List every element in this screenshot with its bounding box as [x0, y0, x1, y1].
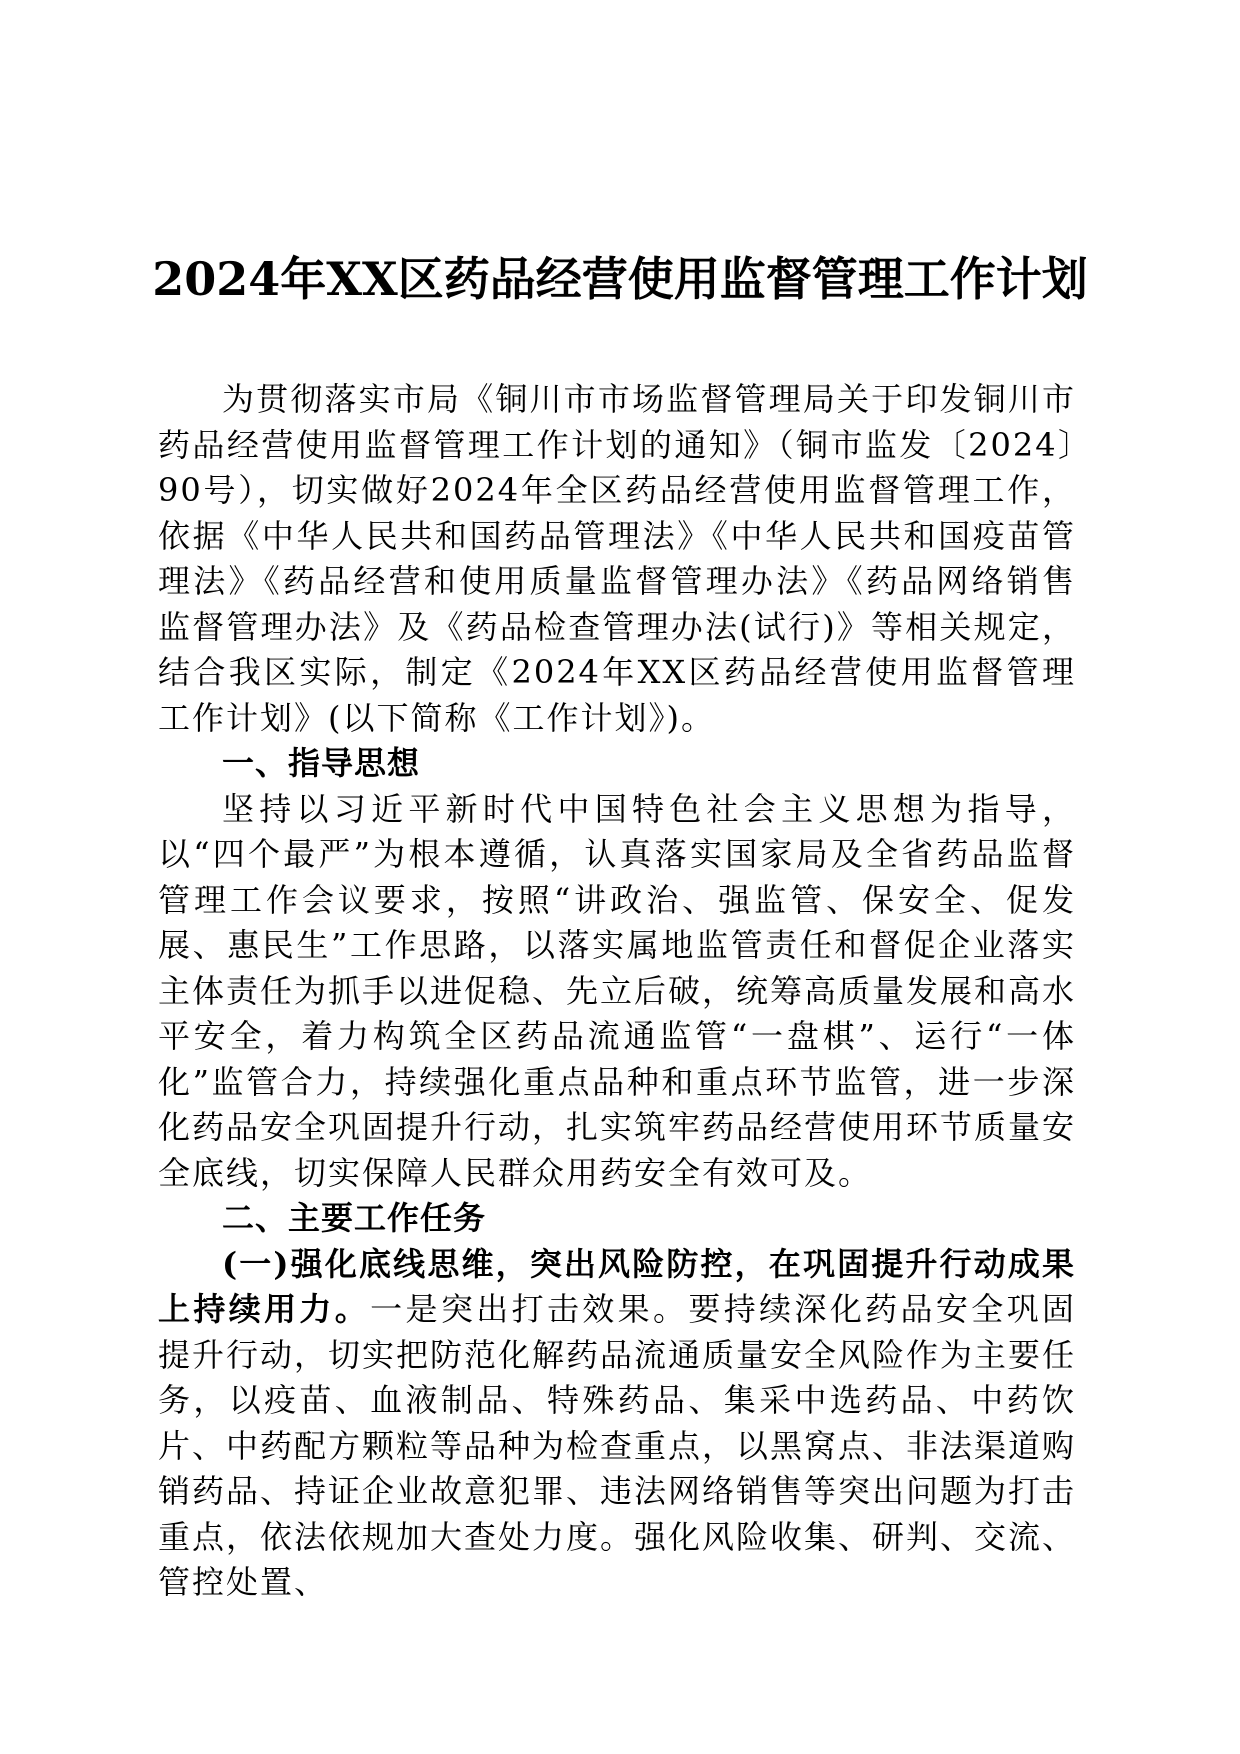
- main-task-item-1-lead: (一)强化底线思维，突出风险防控，在巩固提升行动成果上持续用力。: [158, 1244, 1076, 1328]
- section-heading-guiding-ideology: 一、指导思想: [222, 744, 421, 782]
- main-task-item-1: [158, 1242, 1076, 1606]
- guiding-ideology-paragraph: 坚持以习近平新时代中国特色社会主义思想为指导，以“四个最严”为根本遵循，认真落实国家局及全省药品监督管理工作会议要求，按照“讲政治、强监管、保安全、促发展、惠民生”工作思路，以落实属地监管责任和督促企业落实主体责任为抓手以进促稳、先立后破，统筹高质量发展和高水平安全，着力构筑全区药品流通监管“一盘棋”、运行“一体化”监管合力，持续强化重点品种和重点环节监管，进一步深化药品安全巩固提升行动，扎实筑牢药品经营使用环节质量安全底线，切实保障人民群众用药安全有效可及。: [158, 789, 1077, 1192]
- document-body: [158, 377, 1076, 1606]
- intro-paragraph: 为贯彻落实市局《铜川市市场监督管理局关于印发铜川市药品经营使用监督管理工作计划的通知》（铜市监发〔2024〕90号），切实做好2024年全区药品经营使用监督管理工作，依据《中华人民共和国药品管理法》《中华人民共和国疫苗管理法》《药品经营和使用质量监督管理办法》《药品网络销售监督管理办法》及《药品检查管理办法(试行)》等相关规定，结合我区实际，制定《2024年XX区药品经营使用监督管理工作计划》(以下简称《工作计划》)。: [158, 380, 1076, 737]
- document-title: 2024年XX区药品经营使用监督管理工作计划: [152, 252, 1088, 306]
- main-task-item-1-text: 一是突出打击效果。要持续深化药品安全巩固提升行动，切实把防范化解药品流通质量安全风险作为主要任务，以疫苗、血液制品、特殊药品、集采中选药品、中药饮片、中药配方颗粒等品种为检查重点，以黑窝点、非法渠道购销药品、持证企业故意犯罪、违法网络销售等突出问题为打击重点，依法依规加大查处力度。强化风险收集、研判、交流、管控处置、: [158, 1290, 1077, 1601]
- section-heading-main-tasks: 二、主要工作任务: [222, 1199, 487, 1237]
